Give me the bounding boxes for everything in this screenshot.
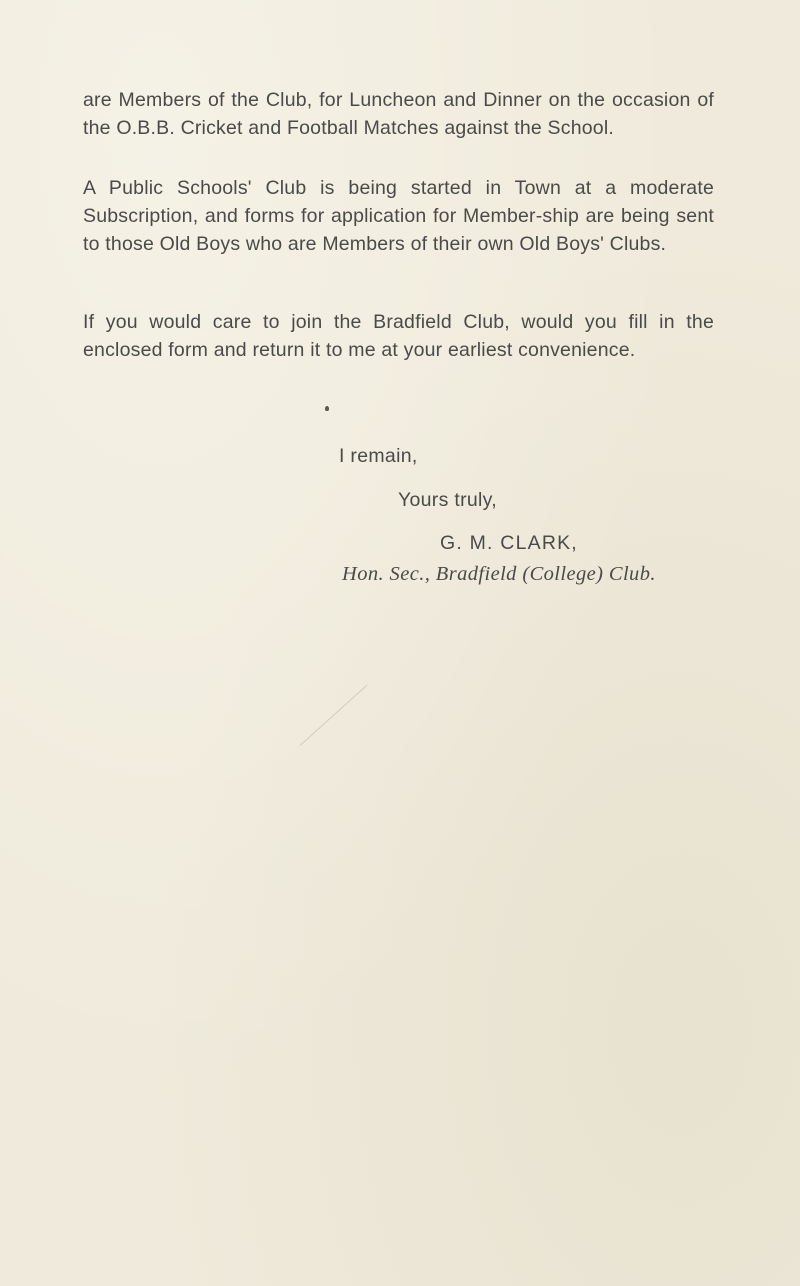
ink-speck-decoration bbox=[325, 406, 329, 411]
signatory-title: Hon. Sec., Bradfield (College) Club. bbox=[342, 563, 656, 585]
paragraph-join-request: If you would care to join the Bradfield Club, would you fill in the enclosed form and return it to me at your earliest convenience. bbox=[83, 311, 714, 361]
paragraph-luncheon: are Members of the Club, for Luncheon and Dinner on the occasion of the O.B.B. Cricket and Football Matches against the School. bbox=[83, 89, 714, 139]
signatory-name: G. M. CLARK, bbox=[440, 532, 578, 554]
closing-remain: I remain, bbox=[339, 445, 418, 467]
paragraph-public-schools-club: A Public Schools' Club is being started in Town at a moderate Subscription, and forms for application for Member-ship are being sent to those Old Boys who are Members of their own Old Boys' Clubs. bbox=[83, 177, 714, 255]
closing-yours-truly: Yours truly, bbox=[398, 489, 497, 511]
paper-crease-mark bbox=[300, 685, 368, 746]
